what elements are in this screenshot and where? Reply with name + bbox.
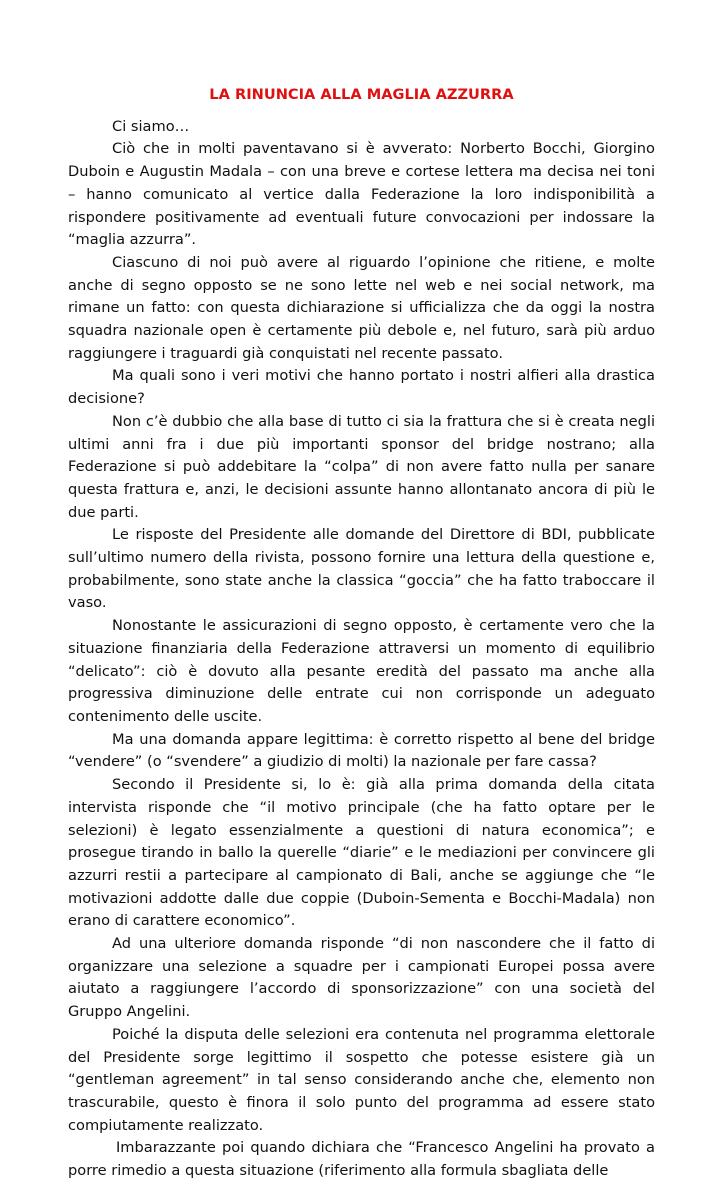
paragraph-question-motives: Ma quali sono i veri motivi che hanno portato i nostri alfieri alla drastica decisione? xyxy=(68,367,655,408)
paragraph-finances: Nonostante le assicurazioni di segno opposto, è certamente vero che la situazione finanziaria della Federazione attraversi un momento di equilibrio “delicato”: ciò è dovuto alla pesante eredità del passato ma anche alla progressiva diminuzione delle entrate cui non corrisponde un adeguato contenimento delle uscite. xyxy=(68,617,655,725)
paragraph-embarrassing: Imbarazzante poi quando dichiara che “Francesco Angelini ha provato a porre rimedio a questa situazione (riferimento alla formula sbagliata delle xyxy=(68,1139,655,1180)
paragraph-intro: Ci siamo… xyxy=(112,117,190,135)
paragraph-legitimate-question: Ma una domanda appare legittima: è corretto rispetto al bene del bridge “vendere” (o “svendere” a giudizio di molti) la nazionale per fare cassa? xyxy=(68,730,655,771)
paragraph-president-answers: Le risposte del Presidente alle domande del Direttore di BDI, pubblicate sull’ultimo numero della rivista, possono fornire una lettura della questione e, probabilmente, sono state anche la classica “goccia” che ha fatto traboccare il vaso. xyxy=(68,526,655,612)
paragraph-gentleman-agreement: Poiché la disputa delle selezioni era contenuta nel programma elettorale del Presidente sorge legittimo il sospetto che potesse esistere già un “gentleman agreement” in tal senso considerando anche che, elemento non trascurabile, questo è finora il solo punto del programma ad essere stato compiutamente realizzato. xyxy=(68,1025,655,1134)
paragraph-players-refusal: Ciò che in molti paventavano si è avverato: Norberto Bocchi, Giorgino Duboin e Augustin Madala – con una breve e cortese lettera ma decisa nei toni – hanno comunicato al vertice dalla Federazione la loro indisponibilità a rispondere positivamente ad eventuali future convocazioni per indossare la “maglia azzurra”. xyxy=(68,140,655,249)
paragraph-president-view: Secondo il Presidente si, lo è: già alla prima domanda della citata intervista risponde che “il motivo principale (che ha fatto optare per le selezioni) è legato essenzialmente a questioni di natura economica”; e prosegue tirando in ballo la querelle “diarie” e le mediazioni per convincere gli azzurri restii a partecipare al campionato di Bali, anche se aggiunge che “le motivazioni addotte dalle due coppie (Duboin-Sementa e Bocchi-Madala) non erano di carattere economico”. xyxy=(68,776,655,930)
document-page xyxy=(68,84,655,1183)
document-title: LA RINUNCIA ALLA MAGLIA AZZURRA xyxy=(209,86,514,103)
paragraph-sponsor-fracture: Non c’è dubbio che alla base di tutto ci sia la frattura che si è creata negli ultimi anni fra i due più importanti sponsor del bridge nostrano; alla Federazione si può addebitare la “colpa” di non avere fatto nulla per sanare questa frattura e, anzi, le decisioni assunte hanno allontanato ancora di più le due parti. xyxy=(68,412,655,521)
paragraph-sponsorship: Ad una ulteriore domanda risponde “di non nascondere che il fatto di organizzare una selezione a squadre per i campionati Europei possa avere aiutato a raggiungere l’accordo di sponsorizzazione” con una società del Gruppo Angelini. xyxy=(68,935,655,1021)
paragraph-opinions: Ciascuno di noi può avere al riguardo l’opinione che ritiene, e molte anche di segno opposto se ne sono lette nel web e nei social network, ma rimane un fatto: con questa dichiarazione si ufficializza che da oggi la nostra squadra nazionale open è certamente più debole e, nel futuro, sarà più arduo raggiungere i traguardi già conquistati nel recente passato. xyxy=(68,253,655,362)
